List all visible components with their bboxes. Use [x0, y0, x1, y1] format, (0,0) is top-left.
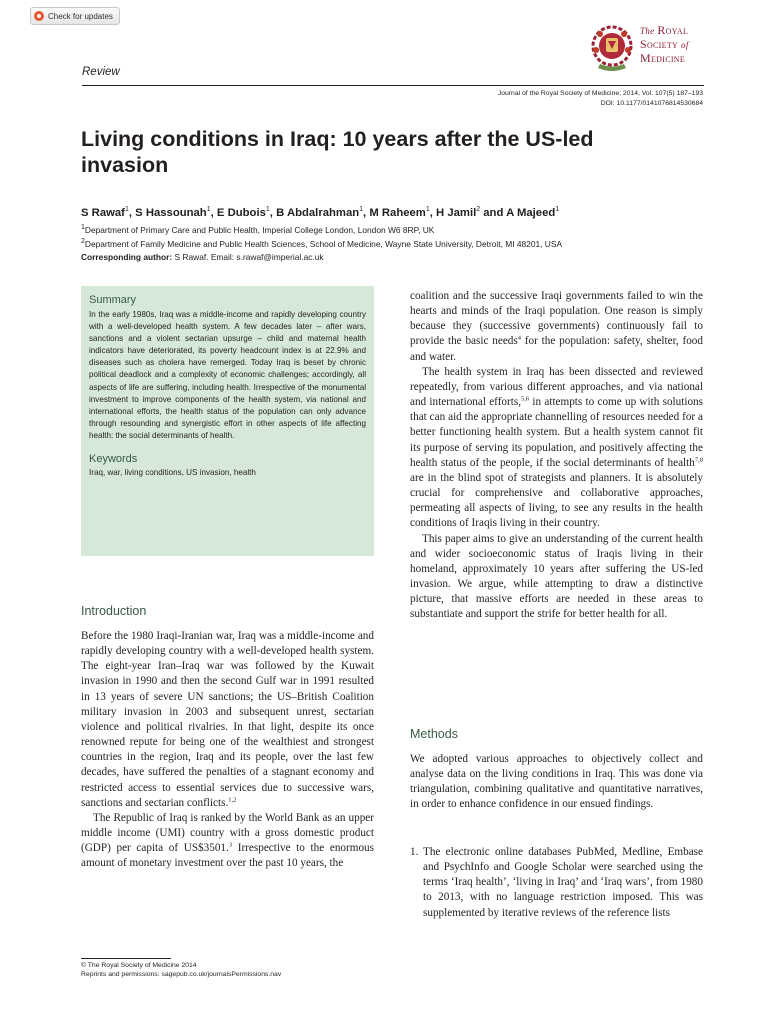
reference: 3	[228, 841, 233, 849]
reference: 4	[517, 334, 521, 342]
author-affil-ref: 2	[476, 206, 481, 213]
citation-block	[498, 89, 703, 109]
author: E Dubois	[216, 206, 266, 219]
crest-icon	[590, 24, 634, 76]
author-affil-ref: 1	[425, 206, 430, 213]
logo-wordmark	[640, 24, 689, 66]
article-title: Living conditions in Iraq: 10 years after the US-led invasion	[81, 127, 594, 177]
reference: 1,2	[228, 795, 237, 803]
paragraph	[410, 289, 703, 365]
keywords-heading: Keywords	[89, 453, 138, 466]
logo-the: The	[640, 26, 655, 36]
summary-text: In the early 1980s, Iraq was a middle-income and rapidly developing country with a well-developed health system. A few decades later – after wars, sanctions and a violent sectarian upsurge – child and maternal health indicators have deteriorated, its poverty headcount index is at 22.9% and diseases such as cholera have remerged. Today Iraq is beset by chronic political deadlock and a complexity of economic challenges; accordingly, all aspects of life are suffering, including health. Irrespective of the monumental investment to improve components of the health system, via national and international efforts, the health status of the population can only advance through resounding and synergistic effort in other aspects of life affecting health: the social determinants of health.	[89, 310, 366, 440]
paragraph	[81, 811, 374, 872]
introduction-left-column	[81, 629, 374, 872]
author-affil-ref: 1	[555, 206, 560, 213]
reference: 5,6	[521, 395, 530, 403]
logo-line2: Society	[640, 37, 679, 51]
author-affil-ref: 1	[206, 206, 211, 213]
reprints-link[interactable]: Reprints and permissions: sagepub.co.uk/journalsPermissions.nav	[81, 971, 282, 978]
affiliation-1	[81, 224, 731, 235]
author: B Abdalrahman	[276, 206, 360, 219]
logo-of: of	[681, 40, 689, 50]
methods-paragraph: We adopted various approaches to objectively collect and analyse data on the living conditions in Iraq. This was done via triangulation, combining qualitative and quantitative narratives, in order to enhance confidence in our ensued findings.	[410, 753, 703, 811]
author-separator: ,	[210, 206, 217, 219]
paragraph-text: for the population: safety, shelter, food and water.	[410, 335, 703, 363]
paragraph	[410, 365, 703, 532]
author-affil-ref: 1	[265, 206, 270, 213]
paragraph	[81, 629, 374, 811]
article-type: Review	[82, 66, 120, 78]
author-separator: ,	[269, 206, 277, 219]
author: A Majeed	[506, 206, 556, 219]
paragraph-text: The Republic of Iraq is ranked by the World Bank as an upper middle income (UMI) country with a gross domestic product (GDP) per capita of US$3501.	[81, 811, 374, 855]
journal-logo	[590, 24, 705, 76]
methods-list-item	[410, 845, 703, 921]
update-icon	[34, 11, 44, 21]
author-separator: ,	[128, 206, 136, 219]
keywords-text: Iraq, war, living conditions, US invasion, health	[89, 468, 256, 478]
list-item-text: The electronic online databases PubMed, Medline, Embase and PsychInfo and Google Scholar were searched using the terms ‘Iraq health’, ‘living in Iraq’ and ‘Iraq wars’, from 1980 to 2013, with no language restriction imposed. This was supplemented by iterative reviews of the reference lists	[423, 846, 703, 919]
author-affil-ref: 1	[359, 206, 364, 213]
paragraph-text: The health system in Iraq has been dissected and reviewed repeatedly, from various different approaches, and via national and international efforts,	[410, 365, 703, 409]
corresponding-author	[81, 252, 324, 262]
summary-box	[81, 286, 374, 556]
author: M Raheem	[369, 206, 426, 219]
introduction-heading: Introduction	[81, 604, 147, 618]
check-for-updates-label: Check for updates	[48, 11, 113, 21]
logo-line3: Medicine	[640, 51, 686, 65]
affiliation-number: 1	[81, 224, 85, 231]
paragraph-text: Irrespective to the enormous amount of monetary investment over the past 10 years, the	[81, 842, 374, 870]
author-separator: ,	[429, 206, 437, 219]
reference: 7,8	[694, 455, 703, 463]
paragraph-text: are in the blind spot of strategists and planners. It is absolutely crucial for comprehensive and collaborative approaches, permeating all aspects of living, to see any results in the health conditions of Iraqis living in their country.	[410, 471, 703, 530]
footer-rule	[81, 958, 171, 959]
logo-line1: Royal	[657, 23, 689, 37]
header-rule	[82, 85, 704, 86]
copyright: © The Royal Society of Medicine 2014	[81, 962, 197, 969]
affiliation-text: Department of Family Medicine and Public Health Sciences, School of Medicine, Wayne State University, Detroit, MI 48201, USA	[84, 238, 563, 249]
author-affil-ref: 1	[124, 206, 129, 213]
list-number: 1.	[410, 846, 419, 858]
author-separator: ,	[363, 206, 370, 219]
introduction-right-column	[410, 289, 703, 622]
check-for-updates-button[interactable]	[30, 7, 120, 25]
paragraph-text: Before the 1980 Iraqi-Iranian war, Iraq was a middle-income and rapidly developing country with a well-developed health system. The eight-year Iran–Iraq war was followed by the Kuwait invasion in 1990 and then the second Gulf war in 1991 resulted in 13 years of severe UN sanctions; the US–British Coalition military invasion in 2003 and subsequent unrest, sectarian violence and political rivalries. In that light, despite its once renowned repute for being one of the wealthiest and strongest countries in the region, Iraq and its people, over the last few decades, have suffered the penalties of a stagnant economy and restricted access to essential services due to successive wars, sanctions and sectarian conflicts.	[81, 630, 374, 809]
doi: DOI: 10.1177/0141076814530684	[600, 100, 703, 107]
author: H Jamil	[436, 206, 477, 219]
affiliation-text: Department of Primary Care and Public Health, Imperial College London, London W6 8RP, UK	[84, 224, 435, 235]
affiliation-2	[81, 238, 731, 249]
author: S Rawaf	[81, 206, 125, 219]
author-list	[81, 206, 721, 219]
paragraph: This paper aims to give an understanding of the current health and wider socioeconomic status of Iraqis living in their homeland, approximately 10 years after suffering the US-led invasion. We argue, while attempting to draw a distinctive picture, that massive efforts are needed in these areas to substantiate and support the strife for better health for all.	[410, 532, 703, 621]
journal-citation: Journal of the Royal Society of Medicine; 2014, Vol. 107(5) 187–193	[497, 90, 703, 97]
affiliation-number: 2	[81, 238, 85, 245]
author-and: and	[480, 206, 507, 219]
summary-heading: Summary	[89, 294, 137, 306]
corresponding-label: Corresponding author:	[81, 252, 173, 262]
paragraph-text: in attempts to come up with solutions that can aid the appropriate channelling of resources needed for a better functioning health system. But a health system cannot fit its purpose of serving its population, and positively affecting the health status of the people, if the social determinants of health	[410, 396, 703, 469]
paragraph-text: coalition and the successive Iraqi governments failed to win the hearts and minds of the Iraqi population. One reason is simply because they (successive governments) continuously fail to provide the basic needs	[410, 290, 703, 348]
corresponding-text: S Rawaf. Email: s.rawaf@imperial.ac.uk	[172, 252, 324, 262]
author: S Hassounah	[135, 206, 207, 219]
methods-heading: Methods	[410, 727, 458, 741]
